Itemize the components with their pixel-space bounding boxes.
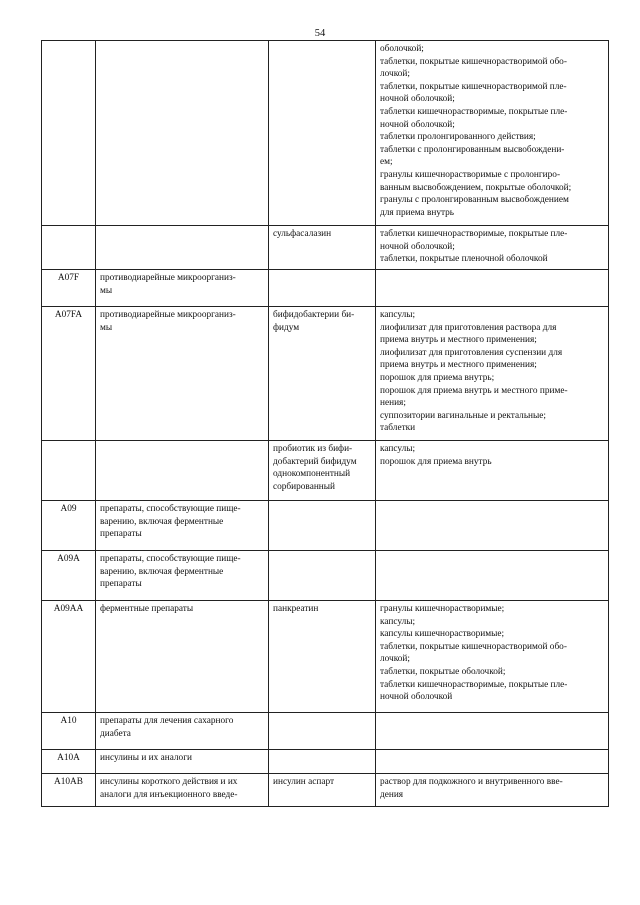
text-line: препараты, способствующие пище- — [100, 504, 241, 514]
atc-code-cell: A10 — [42, 713, 96, 750]
text-line: суппозитории вагинальные и ректальные; — [380, 410, 546, 421]
text-line: лочкой; — [380, 69, 410, 80]
text-line: инсулин аспарт — [273, 777, 335, 787]
text-line: для приема внутрь — [380, 207, 455, 218]
table-row — [42, 601, 609, 713]
text-line: ванным высвобождением, покрытые оболочкой; — [380, 182, 572, 193]
substance-cell — [269, 441, 376, 501]
text-line: сорбированный — [273, 481, 335, 492]
text-line: приема внутрь и местного применения; — [380, 360, 537, 371]
dosage-forms-cell — [376, 601, 609, 713]
atc-code-cell — [42, 441, 96, 501]
table-row — [42, 270, 609, 307]
atc-code-cell: A10AB — [42, 774, 96, 807]
table-row — [42, 713, 609, 750]
atc-code-cell — [42, 226, 96, 270]
text-line: нения; — [380, 398, 406, 409]
table-row — [42, 441, 609, 501]
atc-code-cell: A09AA — [42, 601, 96, 713]
text-line: ночной оболочкой; — [380, 119, 455, 130]
text-line: порошок для приема внутрь — [380, 456, 492, 467]
table-row — [42, 774, 609, 807]
text-line: ферментные препараты — [100, 604, 194, 614]
group-cell — [96, 551, 269, 601]
text-line: таблетки, покрытые оболочкой; — [380, 666, 506, 677]
group-cell — [96, 307, 269, 441]
atc-code-cell: A10A — [42, 750, 96, 774]
text-line: гранулы кишечнорастворимые; — [380, 604, 505, 614]
text-line: фидум — [273, 322, 300, 333]
text-line: таблетки — [380, 423, 416, 434]
substance-cell — [269, 713, 376, 750]
table-row — [42, 750, 609, 774]
substance-cell — [269, 601, 376, 713]
table-row — [42, 307, 609, 441]
group-cell — [96, 750, 269, 774]
table-row — [42, 226, 609, 270]
text-line: ночной оболочкой — [380, 692, 453, 703]
text-line: ем; — [380, 157, 393, 168]
text-line: панкреатин — [273, 604, 319, 614]
text-line: таблетки, покрытые пленочной оболочкой — [380, 254, 548, 265]
text-line: ночной оболочкой; — [380, 94, 455, 105]
text-line: инсулины короткого действия и их — [100, 777, 238, 787]
group-cell — [96, 41, 269, 226]
text-line: таблетки пролонгированного действия; — [380, 132, 536, 143]
group-cell — [96, 601, 269, 713]
drug-registry-table — [41, 40, 609, 807]
page-number: 54 — [314, 28, 326, 39]
text-line: капсулы; — [380, 616, 416, 627]
dosage-forms-cell — [376, 307, 609, 441]
text-line: таблетки, покрытые кишечнорастворимой пле- — [380, 81, 567, 92]
text-line: добактерий бифидум — [273, 456, 357, 467]
atc-code-cell — [42, 41, 96, 226]
substance-cell — [269, 501, 376, 551]
atc-code-cell: A09A — [42, 551, 96, 601]
dosage-forms-cell — [376, 441, 609, 501]
text-line: пробиотик из бифи- — [273, 444, 353, 454]
text-line: бифидобактерии би- — [273, 310, 355, 320]
text-line: противодиарейные микроорганиз- — [100, 310, 236, 320]
group-cell — [96, 441, 269, 501]
text-line: таблетки кишечнорастворимые, покрытые пле- — [380, 229, 568, 239]
substance-cell — [269, 551, 376, 601]
text-line: аналоги для инъекционного введе- — [100, 789, 238, 800]
substance-cell — [269, 41, 376, 226]
text-line: ночной оболочкой; — [380, 241, 455, 252]
substance-cell — [269, 774, 376, 807]
text-line: капсулы кишечнорастворимые; — [380, 629, 505, 640]
text-line: таблетки кишечнорастворимые, покрытые пле- — [380, 106, 568, 117]
text-line: препараты, способствующие пище- — [100, 554, 241, 564]
atc-code-cell: A09 — [42, 501, 96, 551]
text-line: препараты для лечения сахарного — [100, 716, 234, 726]
group-cell — [96, 501, 269, 551]
text-line: таблетки с пролонгированным высвобождени- — [380, 144, 565, 155]
text-line: варению, включая ферментные — [100, 566, 224, 577]
text-line: порошок для приема внутрь; — [380, 372, 495, 383]
atc-code-cell: A07F — [42, 270, 96, 307]
text-line: лиофилизат для приготовления раствора для — [380, 322, 557, 333]
text-line: раствор для подкожного и внутривенного вве- — [380, 777, 563, 787]
text-line: мы — [100, 322, 113, 333]
group-cell — [96, 713, 269, 750]
text-line: мы — [100, 285, 113, 296]
text-line: препараты — [100, 529, 142, 540]
text-line: лиофилизат для приготовления суспензии для — [380, 347, 563, 358]
text-line: однокомпонентный — [273, 469, 351, 480]
substance-cell — [269, 270, 376, 307]
text-line: порошок для приема внутрь и местного приме- — [380, 385, 568, 396]
dosage-forms-cell — [376, 501, 609, 551]
text-line: капсулы; — [380, 310, 416, 320]
text-line: варению, включая ферментные — [100, 516, 224, 527]
text-line: дения — [380, 789, 404, 800]
text-line: препараты — [100, 579, 142, 590]
text-line: лочкой; — [380, 654, 410, 665]
text-line: диабета — [100, 728, 131, 739]
substance-cell — [269, 307, 376, 441]
dosage-forms-cell — [376, 750, 609, 774]
atc-code-cell: A07FA — [42, 307, 96, 441]
dosage-forms-cell — [376, 551, 609, 601]
text-line: оболочкой; — [380, 44, 424, 54]
group-cell — [96, 270, 269, 307]
text-line: гранулы кишечнорастворимые с пролонгиро- — [380, 169, 561, 180]
text-line: капсулы; — [380, 444, 416, 454]
dosage-forms-cell — [376, 41, 609, 226]
table-row — [42, 551, 609, 601]
table-row — [42, 41, 609, 226]
dosage-forms-cell — [376, 774, 609, 807]
dosage-forms-cell — [376, 226, 609, 270]
table-row — [42, 501, 609, 551]
substance-cell — [269, 226, 376, 270]
text-line: приема внутрь и местного применения; — [380, 335, 537, 346]
text-line: таблетки, покрытые кишечнорастворимой обо- — [380, 56, 567, 67]
substance-cell — [269, 750, 376, 774]
dosage-forms-cell — [376, 270, 609, 307]
text-line: таблетки, покрытые кишечнорастворимой обо- — [380, 641, 567, 652]
group-cell — [96, 226, 269, 270]
dosage-forms-cell — [376, 713, 609, 750]
text-line: таблетки кишечнорастворимые, покрытые пле- — [380, 679, 568, 690]
text-line: инсулины и их аналоги — [100, 753, 192, 763]
text-line: гранулы с пролонгированным высвобождением — [380, 195, 569, 206]
text-line: противодиарейные микроорганиз- — [100, 273, 236, 283]
group-cell — [96, 774, 269, 807]
text-line: сульфасалазин — [273, 229, 332, 239]
